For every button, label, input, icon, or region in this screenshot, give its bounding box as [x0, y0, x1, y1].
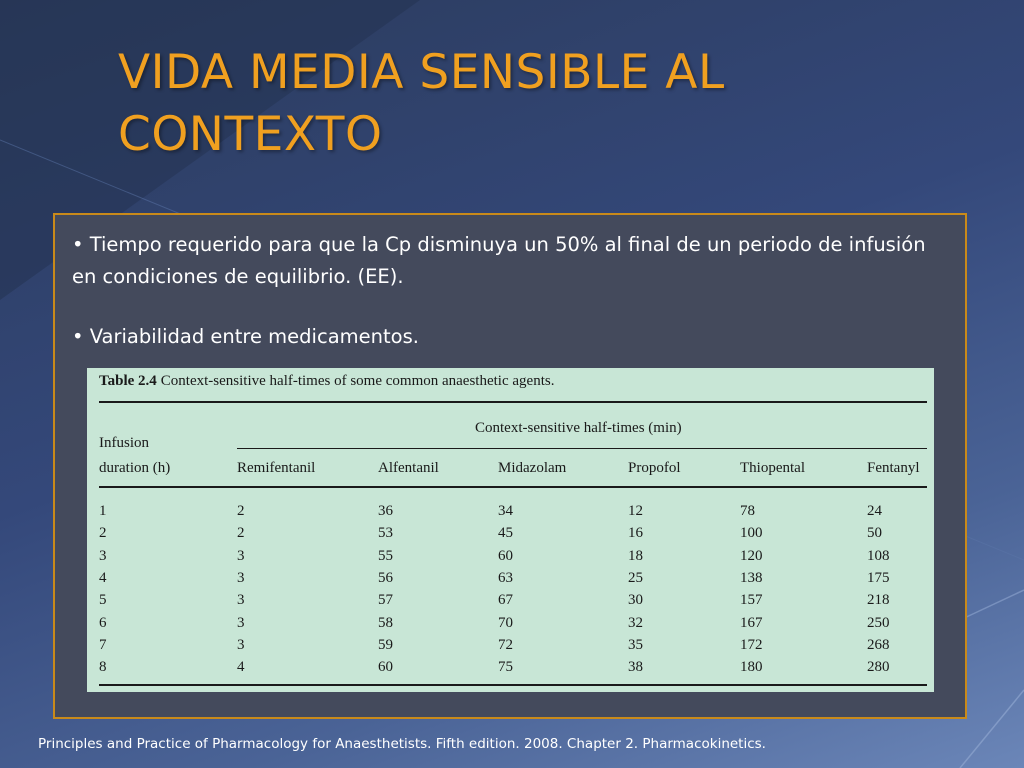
table-cell: 36	[378, 503, 393, 519]
table-cell: 3	[237, 636, 245, 653]
table-cell: 280	[867, 659, 890, 676]
content-box	[53, 213, 967, 719]
table-cell: 4	[237, 659, 245, 676]
table-top-rule	[99, 401, 927, 403]
slide-title	[118, 42, 938, 166]
row-duration-cell: 1	[99, 503, 107, 519]
table-caption	[99, 373, 554, 390]
row-duration-cell: 3	[99, 547, 107, 564]
source-citation: Principles and Practice of Pharmacology for Anaesthetists. Fifth edition. 2008. Chapter 2. Pharmacokinetics.	[38, 736, 766, 752]
table-label: Table 2.4	[99, 373, 157, 389]
table-cell: 59	[378, 636, 393, 653]
table-cell: 30	[628, 592, 643, 609]
table-cell: 55	[378, 547, 393, 564]
table-cell: 25	[628, 569, 643, 586]
table-cell: 172	[740, 636, 763, 653]
table-cell: 120	[740, 547, 763, 564]
table-cell: 157	[740, 592, 763, 609]
table-cell: 180	[740, 659, 763, 676]
table-cell: 45	[498, 525, 513, 542]
column-header-midazolam: Midazolam	[498, 460, 567, 476]
table-bottom-rule	[99, 684, 927, 686]
table-cell: 24	[867, 503, 882, 519]
table-cell: 16	[628, 525, 643, 542]
table-cell: 72	[498, 636, 513, 653]
table-cell: 60	[498, 547, 513, 564]
table-cell: 167	[740, 614, 763, 631]
row-header-line-1: Infusion	[99, 435, 149, 451]
table-cell: 34	[498, 503, 513, 519]
row-duration-cell: 7	[99, 636, 107, 653]
table-cell: 56	[378, 569, 393, 586]
table-cell: 100	[740, 525, 763, 542]
table-cell: 35	[628, 636, 643, 653]
table-cell: 75	[498, 659, 513, 676]
table-cell: 67	[498, 592, 513, 609]
table-cell: 53	[378, 525, 393, 542]
column-header-alfentanil: Alfentanil	[378, 460, 439, 476]
bullet-definition: • Tiempo requerido para que la Cp disminuya un 50% al final de un periodo de infusión en condiciones de equilibrio. (EE).	[72, 233, 926, 288]
table-cell: 58	[378, 614, 393, 631]
table-cell: 3	[237, 592, 245, 609]
table-cell: 250	[867, 614, 890, 631]
half-times-table	[87, 368, 934, 692]
table-cell: 3	[237, 547, 245, 564]
table-cell: 50	[867, 525, 882, 542]
column-header-remifentanil: Remifentanil	[237, 460, 316, 476]
table-cell: 60	[378, 659, 393, 676]
table-cell: 57	[378, 592, 393, 609]
table-cell: 12	[628, 503, 643, 519]
table-cell: 3	[237, 569, 245, 586]
table-cell: 2	[237, 525, 245, 542]
row-duration-cell: 4	[99, 569, 107, 586]
bullet-variability: • Variabilidad entre medicamentos.	[72, 325, 419, 348]
table-cell: 2	[237, 503, 245, 519]
slide-title-line-2: CONTEXTO	[118, 107, 383, 162]
column-header-fentanyl: Fentanyl	[867, 460, 920, 476]
slide-title-line-1: VIDA MEDIA SENSIBLE AL	[118, 45, 725, 100]
table-cell: 175	[867, 569, 890, 586]
row-duration-cell: 5	[99, 592, 107, 609]
group-header-rule	[237, 448, 927, 449]
table-cell: 108	[867, 547, 890, 564]
table-cell: 32	[628, 614, 643, 631]
table-cell: 78	[740, 503, 755, 519]
table-cell: 70	[498, 614, 513, 631]
row-duration-cell: 2	[99, 525, 107, 542]
table-cell: 138	[740, 569, 763, 586]
table-cell: 63	[498, 569, 513, 586]
table-cell: 3	[237, 614, 245, 631]
group-header: Context-sensitive half-times (min)	[475, 420, 682, 436]
table-caption-text: Context-sensitive half-times of some common anaesthetic agents.	[160, 373, 555, 389]
row-duration-cell: 8	[99, 659, 107, 676]
table-cell: 268	[867, 636, 890, 653]
column-header-propofol: Propofol	[628, 460, 681, 476]
header-bottom-rule	[99, 486, 927, 488]
table-cell: 18	[628, 547, 643, 564]
row-header-line-2: duration (h)	[99, 460, 171, 476]
table-cell: 38	[628, 659, 643, 676]
row-duration-cell: 6	[99, 614, 107, 631]
table-cell: 218	[867, 592, 890, 609]
column-header-thiopental: Thiopental	[740, 460, 805, 476]
